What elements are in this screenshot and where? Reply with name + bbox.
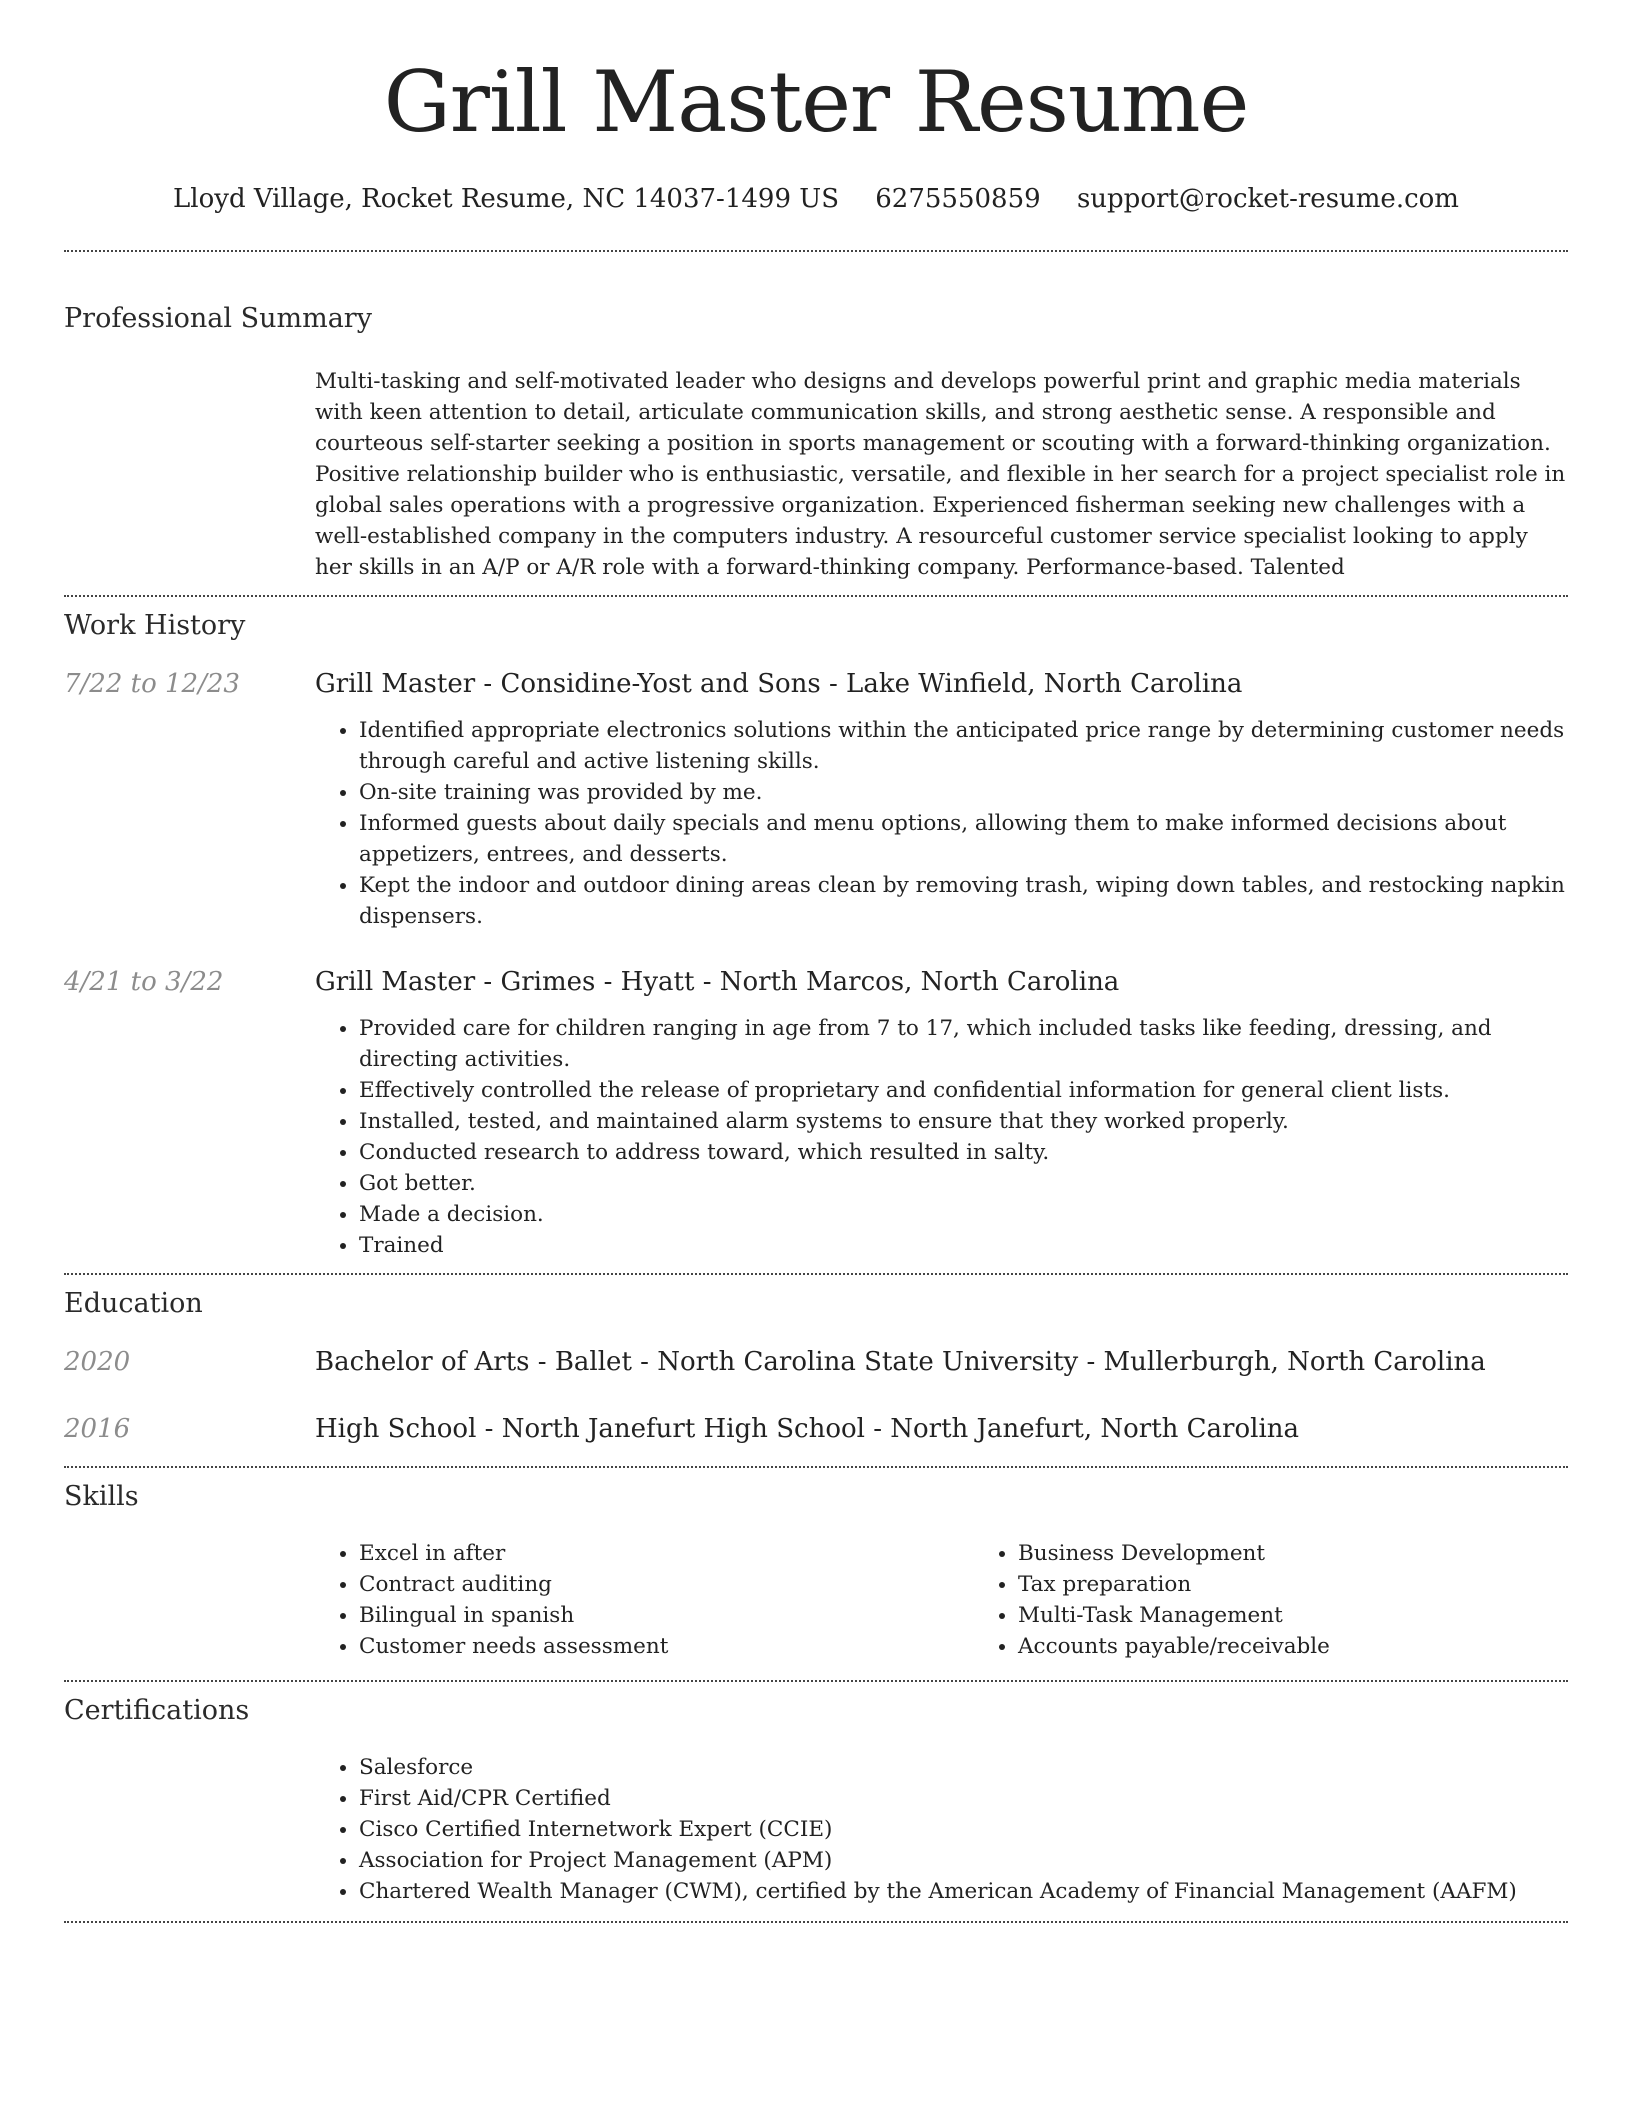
education-text: Bachelor of Arts - Ballet - North Carolina State University - Mullerburgh, North Carolina	[315, 1347, 1486, 1377]
list-item: • Multi-Task Management	[1018, 1600, 1632, 1631]
list-item: • Effectively controlled the release of proprietary and confidential information for general client lists.	[359, 1075, 1568, 1106]
education-entry	[64, 1345, 1568, 1379]
list-item: • Chartered Wealth Manager (CWM), certified by the American Academy of Financial Management (AAFM)	[359, 1876, 1568, 1907]
list-item: • Got better.	[359, 1168, 1568, 1199]
email: support@rocket-resume.com	[1076, 184, 1459, 214]
job-title: Grill Master - Grimes - Hyatt - North Marcos, North Carolina	[315, 967, 1120, 997]
job-bullets	[315, 1013, 1568, 1261]
summary-heading: Professional Summary	[64, 303, 372, 334]
job-dates: 7/22 to 12/23	[64, 669, 240, 699]
work-heading: Work History	[64, 610, 246, 641]
education-text: High School - North Janefurt High School - North Janefurt, North Carolina	[315, 1414, 1300, 1444]
divider	[64, 1680, 1568, 1682]
divider	[64, 595, 1568, 597]
education-year: 2016	[64, 1414, 131, 1444]
divider	[64, 1921, 1568, 1923]
skills-section	[64, 1480, 1568, 1662]
list-item: • Cisco Certified Internetwork Expert (CCIE)	[359, 1814, 1568, 1845]
list-item: • Customer needs assessment	[359, 1631, 974, 1662]
contact-line	[64, 182, 1568, 216]
divider	[64, 250, 1568, 252]
work-section	[64, 609, 1568, 1261]
list-item: • Conducted research to address toward, which resulted in salty.	[359, 1137, 1568, 1168]
phone: 6275550859	[875, 184, 1041, 214]
certifications-heading: Certifications	[64, 1695, 250, 1726]
summary-section	[64, 302, 1568, 583]
certifications-list	[315, 1752, 1568, 1907]
list-item: • Installed, tested, and maintained alarm systems to ensure that they worked properly.	[359, 1106, 1568, 1137]
list-item: • Tax preparation	[1018, 1569, 1632, 1600]
list-item: • Informed guests about daily specials and menu options, allowing them to make informed decisions about appetizers, entrees, and desserts.	[359, 808, 1568, 870]
list-item: • On-site training was provided by me.	[359, 777, 1568, 808]
skills-heading: Skills	[64, 1481, 139, 1512]
list-item: • Kept the indoor and outdoor dining areas clean by removing trash, wiping down tables, and restocking napkin dispensers.	[359, 870, 1568, 932]
list-item: • First Aid/CPR Certified	[359, 1783, 1568, 1814]
summary-text: Multi-tasking and self-motivated leader who designs and develops powerful print and graphic media materials with keen attention to detail, articulate communication skills, and strong aesthetic sense. A responsible and courteous self-starter seeking a position in sports management or scouting with a forward-thinking organization. Positive relationship builder who is enthusiastic, versatile, and flexible in her search for a project specialist role in global sales operations with a progressive organization. Experienced fisherman seeking new challenges with a well-established company in the computers industry. A resourceful customer service specialist looking to apply her skills in an A/P or A/R role with a forward-thinking company. Performance-based. Talented	[315, 369, 1566, 580]
education-year: 2020	[64, 1347, 131, 1377]
list-item: • Identified appropriate electronics solutions within the anticipated price range by determining customer needs through careful and active listening skills.	[359, 715, 1568, 777]
job-entry	[64, 667, 1568, 932]
list-item: • Business Development	[1018, 1538, 1632, 1569]
education-heading: Education	[64, 1288, 203, 1319]
divider	[64, 1466, 1568, 1468]
list-item: • Contract auditing	[359, 1569, 974, 1600]
list-item: • Made a decision.	[359, 1199, 1568, 1230]
education-entry	[64, 1412, 1568, 1446]
divider	[64, 1273, 1568, 1275]
list-item: • Bilingual in spanish	[359, 1600, 974, 1631]
skills-list-left	[315, 1538, 974, 1662]
page-title: Grill Master Resume	[383, 53, 1249, 151]
job-entry	[64, 965, 1568, 1261]
list-item: • Excel in after	[359, 1538, 974, 1569]
list-item: • Trained	[359, 1230, 1568, 1261]
address: Lloyd Village, Rocket Resume, NC 14037-1499 US	[173, 184, 839, 214]
certifications-section	[64, 1694, 1568, 1907]
education-section	[64, 1287, 1568, 1446]
job-bullets	[315, 715, 1568, 932]
list-item: • Accounts payable/receivable	[1018, 1631, 1632, 1662]
job-title: Grill Master - Considine-Yost and Sons - Lake Winfield, North Carolina	[315, 669, 1243, 699]
list-item: • Association for Project Management (APM)	[359, 1845, 1568, 1876]
list-item: • Provided care for children ranging in age from 7 to 17, which included tasks like feeding, dressing, and directing activities.	[359, 1013, 1568, 1075]
skills-list-right	[974, 1538, 1632, 1662]
list-item: • Salesforce	[359, 1752, 1568, 1783]
job-dates: 4/21 to 3/22	[64, 967, 224, 997]
